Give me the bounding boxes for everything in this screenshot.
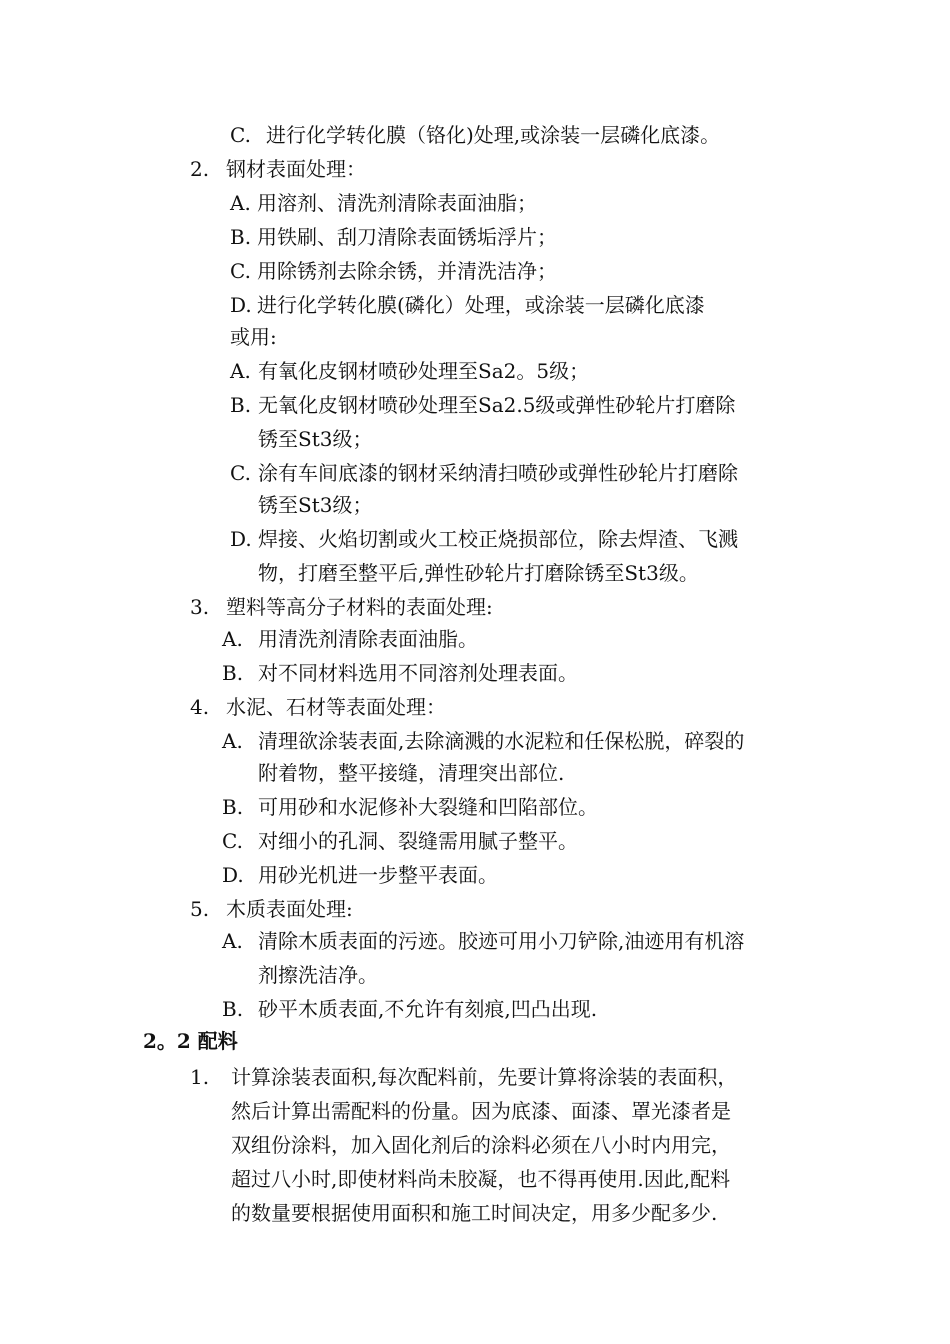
list-marker: B. (222, 795, 244, 819)
list-item-text: 焊接、火焰切割或火工校正烧损部位，除去焊渣、飞溅 (258, 527, 738, 551)
paragraph-line (231, 1196, 717, 1230)
list-item (190, 894, 353, 924)
list-marker: 1. (190, 1065, 210, 1089)
list-item (230, 390, 735, 420)
list-item (230, 290, 705, 320)
list-marker: C. (230, 259, 251, 283)
list-marker: B. (222, 997, 244, 1021)
list-item (230, 256, 557, 286)
paragraph-text: 或用: (230, 325, 277, 349)
list-item (222, 994, 597, 1024)
list-item-continuation (258, 558, 699, 588)
list-item-continuation (258, 960, 378, 990)
list-item-text: 用砂光机进一步整平表面。 (258, 863, 498, 887)
list-item (190, 692, 446, 722)
list-item (230, 222, 557, 252)
list-item (230, 188, 537, 218)
list-marker: 4. (190, 695, 210, 719)
paragraph-text: 的数量要根据使用面积和施工时间决定，用多少配多少. (231, 1201, 718, 1225)
list-marker: B. (222, 661, 244, 685)
list-item-text: 钢材表面处理： (226, 157, 366, 181)
list-marker: D. (230, 527, 252, 551)
list-item-text: 用铁刷、刮刀清除表面锈垢浮片； (257, 225, 557, 249)
list-item (222, 792, 598, 822)
list-item (190, 592, 493, 622)
list-item-text: 进行化学转化膜（铬化)处理,或涂装一层磷化底漆。 (266, 123, 721, 147)
list-item-text: 锈至St3级； (258, 427, 373, 451)
section-heading-text: 2。2 配料 (143, 1029, 238, 1053)
list-marker: A. (230, 359, 251, 383)
list-item-text: 砂平木质表面,不允许有刻痕,凹凸出现. (258, 997, 598, 1021)
list-item (230, 524, 738, 554)
list-item-text: 对细小的孔洞、裂缝需用腻子整平。 (258, 829, 578, 853)
list-item-text: 锈至St3级； (258, 493, 373, 517)
list-marker: 3. (190, 595, 210, 619)
list-item-continuation (258, 424, 372, 454)
list-item-text: 清理欲涂装表面,去除滴溅的水泥粒和任保松脱，碎裂的 (258, 729, 745, 753)
list-marker: A. (222, 929, 243, 953)
list-item-text: 剂擦洗洁净。 (258, 963, 378, 987)
list-item (222, 624, 478, 654)
list-item (230, 356, 589, 386)
list-marker: D. (230, 293, 252, 317)
list-item-text: 水泥、石材等表面处理： (226, 695, 446, 719)
list-item (222, 658, 578, 688)
list-item-text: 有氧化皮钢材喷砂处理至Sa2。5级； (258, 359, 590, 383)
list-item (230, 120, 720, 150)
list-item-text: 涂有车间底漆的钢材采纳清扫喷砂或弹性砂轮片打磨除 (258, 461, 738, 485)
section-heading (143, 1026, 238, 1056)
list-item-text: 无氧化皮钢材喷砂处理至Sa2.5级或弹性砂轮片打磨除 (258, 393, 736, 417)
paragraph-line (230, 322, 277, 352)
list-marker: B. (230, 225, 252, 249)
list-marker: B. (230, 393, 252, 417)
list-item-text: 进行化学转化膜(磷化）处理，或涂装一层磷化底漆 (257, 293, 705, 317)
list-item (222, 726, 744, 756)
list-item-text: 木质表面处理: (226, 897, 353, 921)
list-item-text: 对不同材料选用不同溶剂处理表面。 (258, 661, 578, 685)
list-marker: C. (230, 461, 251, 485)
list-marker: A. (222, 627, 243, 651)
list-item-text: 用清洗剂清除表面油脂。 (258, 627, 478, 651)
list-item-continuation (258, 758, 564, 788)
list-item-continuation (258, 490, 372, 520)
list-marker: D. (222, 863, 244, 887)
list-marker: A. (230, 191, 251, 215)
list-item-text: 附着物，整平接缝，清理突出部位. (258, 761, 565, 785)
list-item (222, 926, 744, 956)
list-item-text: 物，打磨至整平后,弹性砂轮片打磨除锈至St3级。 (258, 561, 699, 585)
list-marker: 5. (190, 897, 210, 921)
list-item (190, 1060, 737, 1094)
list-marker: 2. (190, 157, 210, 181)
paragraph-text: 超过八小时,即使材料尚未胶凝，也不得再使用.因此,配料 (231, 1167, 731, 1191)
list-marker: A. (222, 729, 243, 753)
paragraph-text: 双组份涂料，加入固化剂后的涂料必须在八小时内用完， (231, 1133, 731, 1157)
list-marker: C. (222, 829, 243, 853)
list-item-text: 用溶剂、清洗剂清除表面油脂； (257, 191, 537, 215)
paragraph-text: 然后计算出需配料的份量。因为底漆、面漆、罩光漆者是 (231, 1099, 731, 1123)
paragraph-line (231, 1128, 731, 1162)
list-item-text: 用除锈剂去除余锈，并清洗洁净； (257, 259, 557, 283)
list-item (190, 154, 366, 184)
list-item (222, 860, 498, 890)
list-item (222, 826, 578, 856)
paragraph-line (231, 1094, 731, 1128)
list-marker: C. (230, 123, 251, 147)
list-item-text: 清除木质表面的污迹。胶迹可用小刀铲除,油迹用有机溶 (258, 929, 745, 953)
list-item-text: 塑料等高分子材料的表面处理: (226, 595, 493, 619)
list-item (230, 458, 738, 488)
paragraph-line (231, 1162, 730, 1196)
list-item-text: 可用砂和水泥修补大裂缝和凹陷部位。 (258, 795, 598, 819)
list-item-text: 计算涂装表面积,每次配料前，先要计算将涂装的表面积， (231, 1065, 738, 1089)
